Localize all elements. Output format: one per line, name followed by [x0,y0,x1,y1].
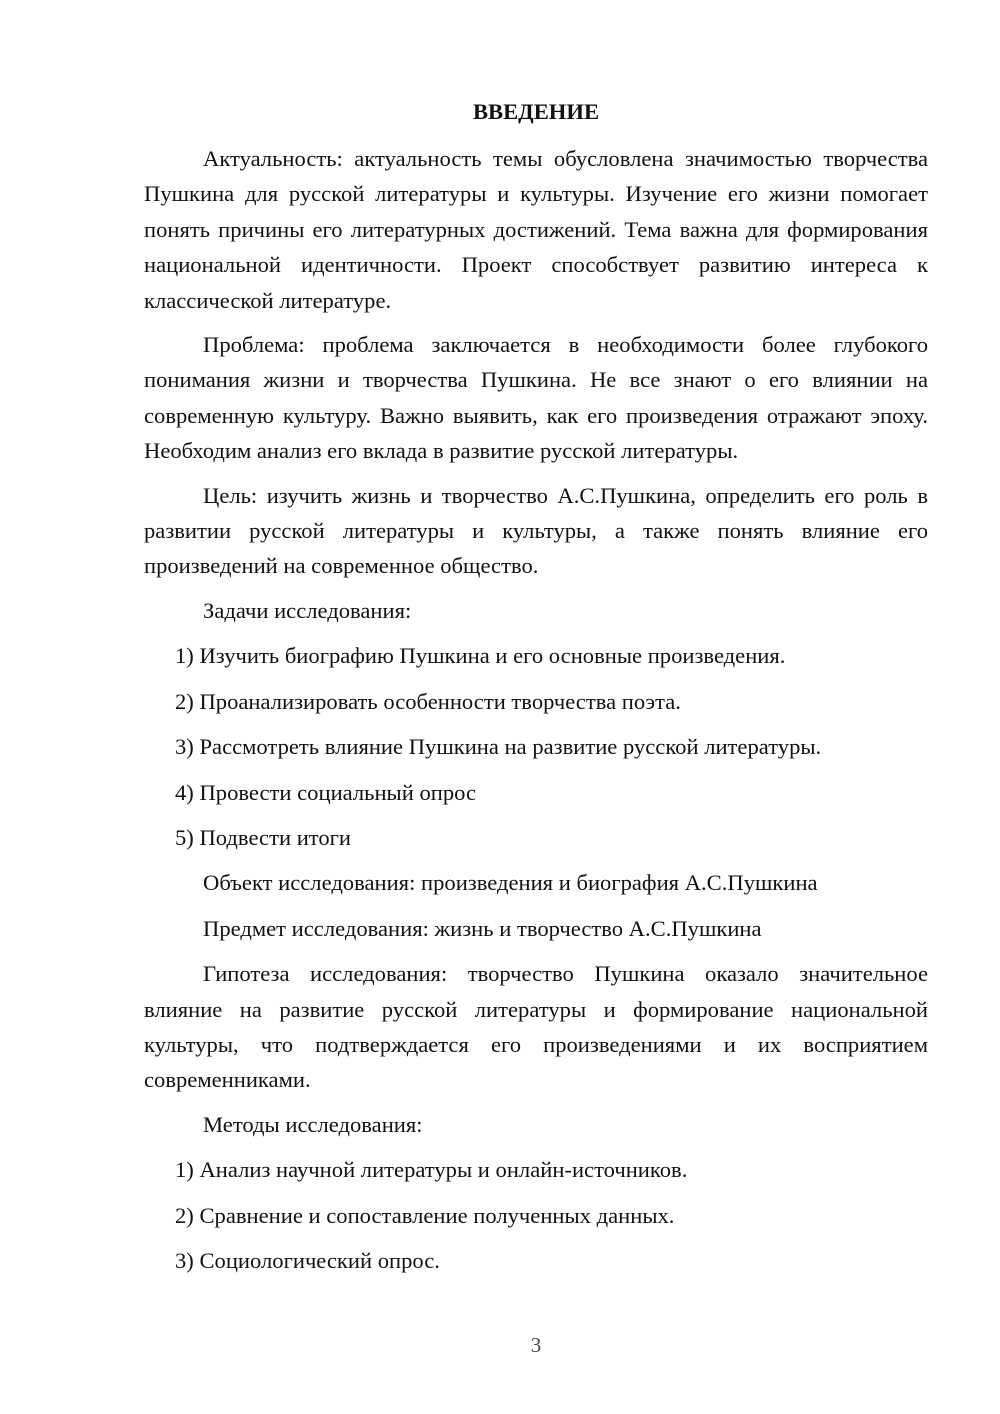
list-item: 2) Сравнение и сопоставление полученных данных. [175,1202,675,1228]
problem-paragraph: Проблема: проблема заключается в необходимости более глубокого понимания жизни и творчества Пушкина. Не все знают о его влиянии на современную культуру. Важно выявить, как его произведения отражают эпоху. Необходим анализ его вклада в развитие русской литературы. [144,332,928,464]
page-number: 3 [530,1333,542,1357]
list-item: 2) Проанализировать особенности творчества поэта. [175,688,681,714]
tasks-heading: Задачи исследования: [203,597,412,623]
research-object: Объект исследования: произведения и биография А.С.Пушкина [203,870,818,896]
research-subject: Предмет исследования: жизнь и творчество А.С.Пушкина [203,915,762,941]
list-item: 3) Социологический опрос. [175,1247,440,1273]
list-item: 4) Провести социальный опрос [175,779,477,805]
relevance-paragraph: Актуальность: актуальность темы обусловлена значимостью творчества Пушкина для русской литературы и культуры. Изучение его жизни помогает понять причины его литературных достижений. Тема важна для формирования национальной идентичности. Проект способствует развитию интереса к классической литературе. [144,146,928,313]
hypothesis-paragraph: Гипотеза исследования: творчество Пушкина оказало значительное влияние на развитие русской литературы и формирование национальной культуры, что подтверждается его произведениями и их восприятием современниками. [144,961,928,1093]
list-item: 1) Анализ научной литературы и онлайн-источников. [175,1157,688,1183]
list-item: 3) Рассмотреть влияние Пушкина на развитие русской литературы. [175,734,822,760]
list-item: 1) Изучить биографию Пушкина и его основные произведения. [175,643,786,669]
page-content [144,94,928,1288]
section-title: ВВЕДЕНИЕ [472,99,600,124]
methods-heading: Методы исследования: [203,1111,423,1137]
list-item: 5) Подвести итоги [175,824,352,850]
tasks-list [144,638,928,855]
methods-list [144,1152,928,1278]
goal-paragraph: Цель: изучить жизнь и творчество А.С.Пушкина, определить его роль в развитии русской литературы и культуры, а также понять влияние его произведений на современное общество. [144,482,928,579]
